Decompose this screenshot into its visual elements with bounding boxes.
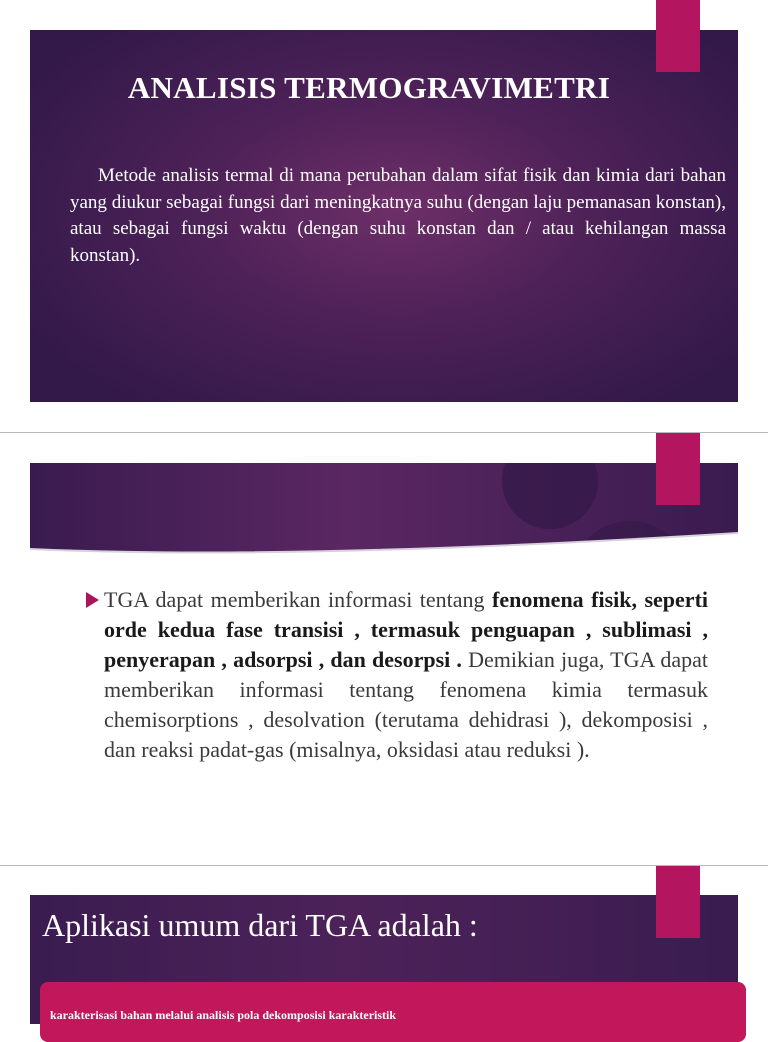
slide-1-title: ANALISIS TERMOGRAVIMETRI	[127, 70, 611, 105]
slide-divider	[0, 865, 768, 866]
slide-1	[30, 30, 738, 402]
bullet-rest: Demikian juga, TGA dapat memberikan informasi tentang fenomena kimia termasuk chemisorptions , desolvation (terutama dehidrasi ), dekomposisi , dan reaksi padat-gas (misalnya, oksidasi atau reduksi ).	[104, 647, 708, 762]
bullet-arrow-icon	[86, 592, 99, 608]
slide-3-heading: Aplikasi umum dari TGA adalah :	[42, 907, 478, 943]
bullet-bold: fenomena fisik, seperti orde kedua fase transisi , termasuk penguapan , sublimasi , penyerapan , adsorpsi , dan desorpsi .	[104, 587, 709, 672]
slide-divider	[0, 432, 768, 433]
slide-1-accent-tab	[656, 0, 700, 72]
slide-3-item-1: karakterisasi bahan melalui analisis pola dekomposisi karakteristik	[50, 1008, 397, 1022]
slide-2-banner	[30, 463, 738, 568]
slide-3-accent-tab	[656, 866, 700, 938]
slide-1-paragraph: Metode analisis termal di mana perubahan dalam sifat fisik dan kimia dari bahan yang diukur sebagai fungsi dari meningkatnya suhu (dengan laju pemanasan konstan), atau sebagai fungsi waktu (dengan suhu konstan dan / atau kehilangan massa konstan).	[70, 165, 726, 266]
slide-2-accent-tab	[656, 433, 700, 505]
slide-3-item-box	[40, 982, 746, 1042]
slide-2-bullet-text	[104, 585, 708, 765]
bullet-intro: TGA dapat memberikan informasi tentang	[104, 587, 493, 612]
